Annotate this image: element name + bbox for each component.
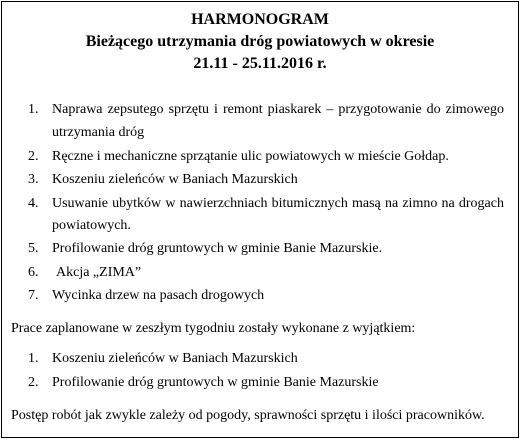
completed-intro: Prace zaplanowane w zeszłym tygodniu zostały wykonane z wyjątkiem: xyxy=(11,321,416,336)
list-item-text: Koszeniu zieleńców w Baniach Mazurskich xyxy=(52,172,298,187)
list-item-number: 5. xyxy=(28,241,39,256)
list-item-number: 2. xyxy=(28,375,39,390)
list-item-text: Wycinka drzew na pasach drogowych xyxy=(52,288,265,303)
list-item-number: 7. xyxy=(28,288,39,303)
list-item-number: 4. xyxy=(28,196,39,211)
list-item-number: 6. xyxy=(28,265,39,280)
list-item-text: Profilowanie dróg gruntowych w gminie Banie Mazurskie. xyxy=(52,241,383,256)
list-item-number: 1. xyxy=(28,102,39,117)
list-item-text: Profilowanie dróg gruntowych w gminie Banie Mazurskie xyxy=(52,375,379,390)
list-item-text-continuation: utrzymania dróg xyxy=(52,125,145,140)
document-title: HARMONOGRAM xyxy=(191,11,329,28)
footer-note: Postęp robót jak zwykle zależy od pogody, sprawności sprzętu i ilości pracowników. xyxy=(11,408,485,423)
document-page xyxy=(1,1,519,438)
list-item-text: Naprawa zepsutego sprzętu i remont piaskarek – przygotowanie do zimowego xyxy=(52,102,504,117)
list-item-text: Ręczne i mechaniczne sprzątanie ulic powiatowych w mieście Gołdap. xyxy=(52,149,449,164)
list-item-number: 3. xyxy=(28,172,39,187)
list-item-text: Koszeniu zieleńców w Baniach Mazurskich xyxy=(52,351,298,366)
list-item-text-continuation: powiatowych. xyxy=(52,218,131,233)
list-item-number: 1. xyxy=(28,351,39,366)
document-subtitle: Bieżącego utrzymania dróg powiatowych w okresie xyxy=(85,33,435,50)
list-item-text: Usuwanie ubytków w nawierzchniach bitumicznych masą na zimno na drogach xyxy=(52,196,504,211)
list-item-text: Akcja „ZIMA” xyxy=(56,265,142,280)
date-range: 21.11 - 25.11.2016 r. xyxy=(193,55,327,72)
list-item-number: 2. xyxy=(28,149,39,164)
